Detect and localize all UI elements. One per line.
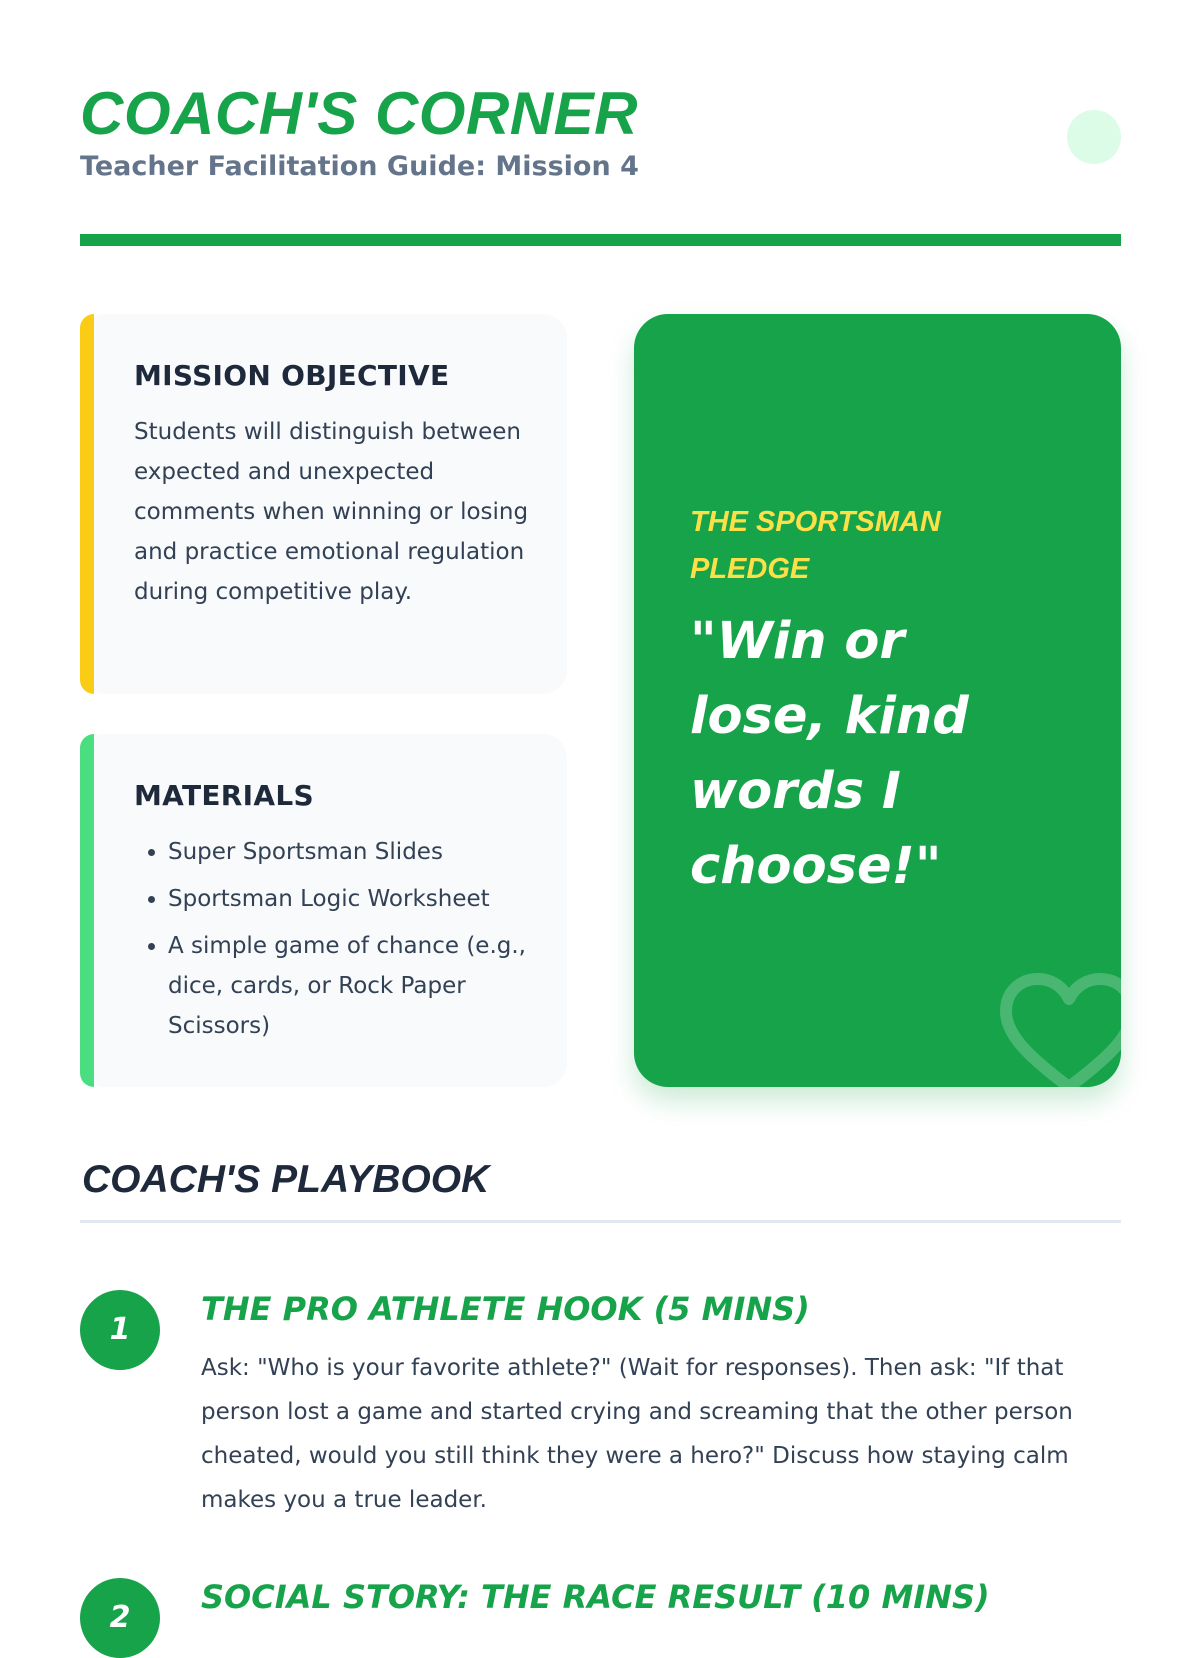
step-title: THE PRO ATHLETE HOOK (5 MINS) [201, 1290, 810, 1328]
playbook-heading: COACH'S PLAYBOOK [82, 1158, 490, 1201]
materials-item: • Super Sportsman Slides [168, 832, 533, 872]
pledge-label: THE SPORTSMAN PLEDGE [690, 506, 941, 585]
mission-objective-text: Students will distinguish between expected and unexpected comments when winning or losing and practice emotional regulation during competitive play. [134, 419, 529, 605]
materials-item: • Sportsman Logic Worksheet [168, 879, 533, 919]
step-number-badge: 1 [80, 1290, 160, 1370]
page-header [80, 78, 1120, 184]
step-number-badge: 2 [80, 1578, 160, 1658]
materials-heading: MATERIALS [134, 779, 314, 812]
page-subtitle: Teacher Facilitation Guide: Mission 4 [80, 151, 639, 182]
decorative-dot [1067, 110, 1121, 164]
mission-objective-card [80, 314, 567, 694]
heart-icon [994, 969, 1121, 1087]
page-title: COACH'S CORNER [80, 80, 638, 147]
header-divider [80, 234, 1121, 246]
step-body: Ask: "Who is your favorite athlete?" (Wait for responses). Then ask: "If that person lost a game and started crying and screaming that the other person cheated, would you still think they were a hero?" Discuss how staying calm makes you a true leader. [201, 1355, 1073, 1513]
materials-item: • A simple game of chance (e.g., dice, cards, or Rock Paper Scissors) [168, 926, 533, 1046]
materials-card [80, 734, 567, 1087]
step-title: SOCIAL STORY: THE RACE RESULT (10 MINS) [201, 1578, 990, 1616]
pledge-quote: "Win or lose, kind words I choose!" [690, 612, 969, 896]
sportsman-pledge-card [634, 314, 1121, 1087]
playbook-divider [80, 1220, 1121, 1223]
materials-list [134, 832, 533, 1046]
mission-objective-heading: MISSION OBJECTIVE [134, 359, 450, 392]
